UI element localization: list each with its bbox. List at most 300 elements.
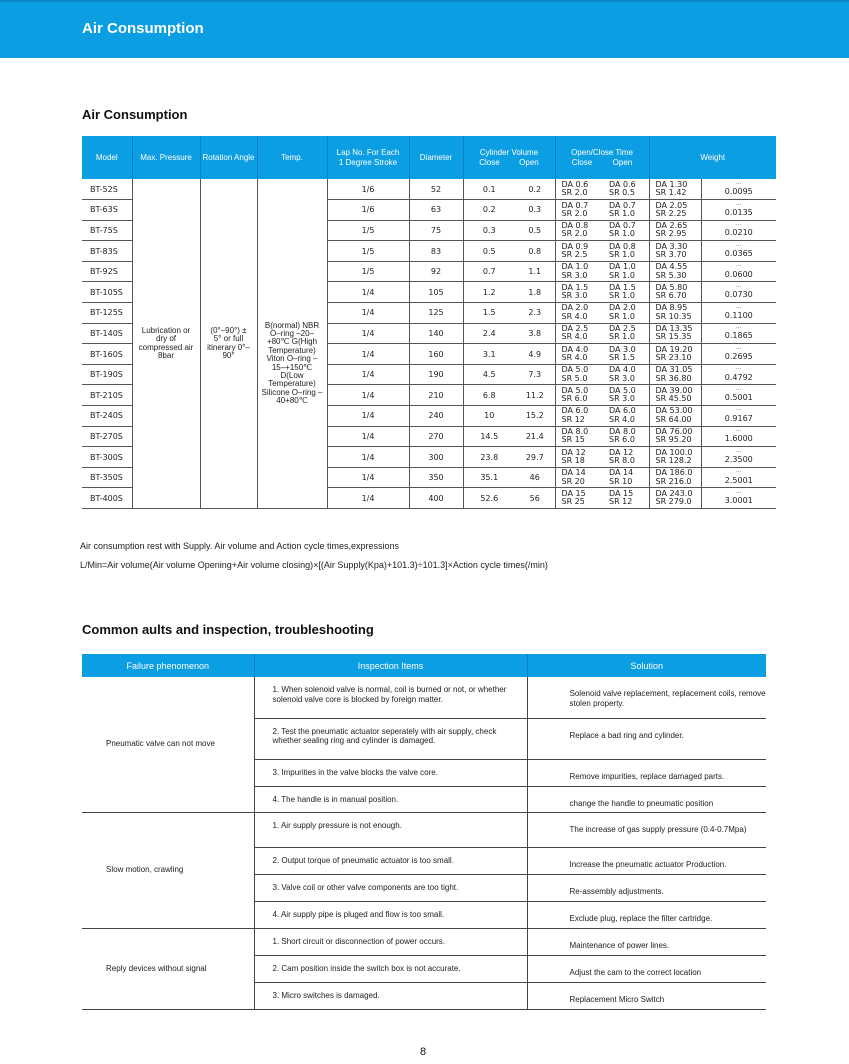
vol-close-cell: 0.1 <box>463 179 515 200</box>
troubleshooting-table <box>82 654 766 1010</box>
time-close-sr: SR 4.0 <box>561 311 588 321</box>
weight-dots: ··· <box>735 489 742 497</box>
time-open-da: DA 2.5 <box>609 324 636 334</box>
weight-da: DA 243.0 <box>655 488 693 498</box>
time-open-da: DA 1.0 <box>609 262 636 272</box>
lap-cell: 1/5 <box>327 261 409 282</box>
model-cell: BT-240S <box>82 406 132 427</box>
vol-close-cell: 14.5 <box>463 426 515 447</box>
lap-cell: 1/5 <box>327 220 409 241</box>
solution-cell: Replacement Micro Switch <box>527 982 766 1009</box>
weight-sr: SR 10.35 <box>655 311 692 321</box>
time-close-da: DA 12 <box>561 447 586 457</box>
time-close-sr: SR 4.0 <box>561 353 588 363</box>
inspection-item-cell: 3. Micro switches is damaged. <box>254 982 527 1009</box>
time-open-cell <box>603 282 649 303</box>
weight-da: DA 13.35 <box>655 324 693 334</box>
weight-da: DA 186.0 <box>655 468 693 478</box>
weight-cell <box>701 261 776 282</box>
weight-cell <box>701 488 776 509</box>
time-close-sr: SR 15 <box>561 435 585 445</box>
weight-sr: SR 279.0 <box>655 497 692 507</box>
table-row <box>82 928 766 955</box>
lap-cell: 1/4 <box>327 364 409 385</box>
weight-cell <box>701 200 776 221</box>
time-close-cell <box>555 303 603 324</box>
col-temp: Temp. <box>257 136 327 179</box>
lap-cell: 1/4 <box>327 467 409 488</box>
weight-da: DA 4.55 <box>655 262 688 272</box>
time-close-cell <box>555 200 603 221</box>
col-lap-line2: 1 Degree Stroke <box>338 157 398 167</box>
weight-da: DA 2.65 <box>655 221 688 231</box>
vol-close-cell: 23.8 <box>463 447 515 468</box>
weight-da-sr-cell <box>649 241 701 262</box>
time-close-da: DA 0.6 <box>561 179 589 189</box>
vol-close-cell: 10 <box>463 406 515 427</box>
diameter-cell: 105 <box>409 282 463 303</box>
time-open-sr: SR 4.0 <box>609 414 635 424</box>
solution-cell: change the handle to pneumatic position <box>527 786 766 812</box>
time-close-cell <box>555 261 603 282</box>
time-open-da: DA 14 <box>609 468 634 478</box>
time-open-sr: SR 1.0 <box>609 208 635 218</box>
weight-value: 0.0600 <box>724 269 753 279</box>
time-close-da: DA 8.0 <box>561 427 589 437</box>
weight-sr: SR 3.70 <box>655 250 687 260</box>
troubleshooting-heading: Common aults and inspection, troubleshooting <box>82 622 374 637</box>
time-open-sr: SR 1.0 <box>609 250 635 260</box>
time-open-da: DA 3.0 <box>609 344 636 354</box>
lap-cell: 1/4 <box>327 323 409 344</box>
inspection-item-cell: 1. Air supply pressure is not enough. <box>254 812 527 847</box>
time-close-cell <box>555 488 603 509</box>
col-open-close-time <box>555 136 649 179</box>
table-header-row <box>82 136 776 179</box>
weight-da-sr-cell <box>649 179 701 200</box>
vol-open-cell: 46 <box>515 467 555 488</box>
weight-sr: SR 128.2 <box>655 456 692 466</box>
weight-value: 0.1100 <box>724 310 753 320</box>
time-open-sr: SR 1.0 <box>609 229 635 239</box>
time-close-da: DA 5.0 <box>561 365 589 375</box>
weight-dots: ··· <box>735 263 742 271</box>
time-open-da: DA 0.8 <box>609 241 636 251</box>
weight-dots: ··· <box>735 469 742 477</box>
weight-dots: ··· <box>735 325 742 333</box>
time-close-sr: SR 20 <box>561 476 585 486</box>
vol-open-cell: 0.3 <box>515 200 555 221</box>
lap-cell: 1/4 <box>327 385 409 406</box>
table-row <box>82 179 776 200</box>
weight-dots: ··· <box>735 222 742 230</box>
time-open-cell <box>603 323 649 344</box>
diameter-cell: 210 <box>409 385 463 406</box>
col-cyl-close: Close <box>479 157 500 167</box>
model-cell: BT-350S <box>82 467 132 488</box>
solution-cell: Remove impurities, replace damaged parts. <box>527 759 766 786</box>
model-cell: BT-105S <box>82 282 132 303</box>
weight-da: DA 39.00 <box>655 385 693 395</box>
model-cell: BT-400S <box>82 488 132 509</box>
col-lap <box>327 136 409 179</box>
time-open-da: DA 15 <box>609 488 634 498</box>
header-banner <box>0 0 849 58</box>
diameter-cell: 63 <box>409 200 463 221</box>
time-open-da: DA 4.0 <box>609 365 636 375</box>
banner-title: Air Consumption <box>82 20 204 37</box>
weight-value: 0.5001 <box>724 393 753 403</box>
weight-dots: ··· <box>735 283 742 291</box>
time-close-cell <box>555 467 603 488</box>
weight-da: DA 76.00 <box>655 427 693 437</box>
weight-da-sr-cell <box>649 488 701 509</box>
diameter-cell: 350 <box>409 467 463 488</box>
weight-dots: ··· <box>735 242 742 250</box>
vol-close-cell: 0.3 <box>463 220 515 241</box>
vol-open-cell: 3.8 <box>515 323 555 344</box>
weight-da-sr-cell <box>649 303 701 324</box>
col-time-open: Open <box>612 157 633 167</box>
weight-da-sr-cell <box>649 344 701 365</box>
weight-value: 1.6000 <box>724 434 753 444</box>
time-open-da: DA 0.7 <box>609 200 636 210</box>
time-close-sr: SR 12 <box>561 414 585 424</box>
weight-da: DA 5.80 <box>655 282 688 292</box>
time-close-cell <box>555 282 603 303</box>
time-open-cell <box>603 241 649 262</box>
time-open-cell <box>603 303 649 324</box>
col-cylinder-volume-label: Cylinder Volume <box>479 148 539 158</box>
model-cell: BT-63S <box>82 200 132 221</box>
inspection-item-cell: 3. Impurities in the valve blocks the valve core. <box>254 759 527 786</box>
weight-dots: ··· <box>735 366 742 374</box>
weight-sr: SR 1.42 <box>655 188 687 198</box>
solution-cell: Solenoid valve replacement, replacement coils, remove stolen property. <box>527 677 766 718</box>
inspection-item-cell: 2. Output torque of pneumatic actuator is too small. <box>254 847 527 874</box>
model-cell: BT-270S <box>82 426 132 447</box>
model-cell: BT-83S <box>82 241 132 262</box>
lap-cell: 1/4 <box>327 303 409 324</box>
lap-cell: 1/4 <box>327 488 409 509</box>
time-close-cell <box>555 220 603 241</box>
lap-cell: 1/5 <box>327 241 409 262</box>
model-cell: BT-92S <box>82 261 132 282</box>
col-rotation-angle: Rotation Angle <box>200 136 257 179</box>
weight-value: 0.2695 <box>724 352 753 361</box>
weight-value: 3.0001 <box>724 496 753 506</box>
vol-open-cell: 1.8 <box>515 282 555 303</box>
time-open-cell <box>603 406 649 427</box>
model-cell: BT-75S <box>82 220 132 241</box>
diameter-cell: 270 <box>409 426 463 447</box>
weight-da-sr-cell <box>649 385 701 406</box>
solution-cell: The increase of gas supply pressure (0.4-0.7Mpa) <box>527 812 766 847</box>
vol-open-cell: 1.1 <box>515 261 555 282</box>
time-close-da: DA 0.8 <box>561 221 589 231</box>
vol-open-cell: 56 <box>515 488 555 509</box>
table-row <box>82 677 766 718</box>
time-open-da: DA 0.6 <box>609 179 636 189</box>
diameter-cell: 83 <box>409 241 463 262</box>
inspection-item-cell: 2. Cam position inside the switch box is not accurate. <box>254 955 527 982</box>
weight-cell <box>701 426 776 447</box>
weight-sr: SR 5.30 <box>655 270 687 280</box>
lap-cell: 1/6 <box>327 179 409 200</box>
diameter-cell: 75 <box>409 220 463 241</box>
weight-da-sr-cell <box>649 447 701 468</box>
weight-cell <box>701 179 776 200</box>
time-open-sr: SR 3.0 <box>609 373 635 383</box>
lap-cell: 1/4 <box>327 447 409 468</box>
weight-da: DA 19.20 <box>655 344 693 354</box>
col-lap-line1: Lap No. For Each <box>336 148 400 158</box>
inspection-item-cell: 1. Short circuit or disconnection of power occurs. <box>254 928 527 955</box>
weight-da: DA 2.05 <box>655 200 688 210</box>
weight-dots: ··· <box>735 448 742 456</box>
weight-value: 0.1865 <box>724 331 753 341</box>
diameter-cell: 140 <box>409 323 463 344</box>
weight-value: 0.0730 <box>724 290 753 300</box>
time-open-cell <box>603 220 649 241</box>
time-open-da: DA 0.7 <box>609 221 636 231</box>
vol-open-cell: 7.3 <box>515 364 555 385</box>
model-cell: BT-125S <box>82 303 132 324</box>
vol-open-cell: 2.3 <box>515 303 555 324</box>
time-close-cell <box>555 385 603 406</box>
air-consumption-heading: Air Consumption <box>82 107 188 122</box>
weight-sr: SR 2.25 <box>655 208 687 218</box>
time-close-cell <box>555 426 603 447</box>
weight-value: 0.0135 <box>724 207 753 217</box>
weight-value: 0.0365 <box>724 249 753 259</box>
weight-cell <box>701 447 776 468</box>
vol-open-cell: 11.2 <box>515 385 555 406</box>
weight-da-sr-cell <box>649 200 701 221</box>
weight-da: DA 100.0 <box>655 447 693 457</box>
weight-cell <box>701 344 776 365</box>
time-close-da: DA 2.5 <box>561 324 589 334</box>
col-weight: Weight <box>649 136 776 179</box>
time-close-sr: SR 3.0 <box>561 270 588 280</box>
time-open-da: DA 1.5 <box>609 282 636 292</box>
time-open-sr: SR 1.0 <box>609 311 635 321</box>
vol-close-cell: 3.1 <box>463 344 515 365</box>
weight-cell <box>701 282 776 303</box>
failure-phenomenon-cell: Slow motion, crawling <box>82 812 254 928</box>
weight-da: DA 1.30 <box>655 179 688 189</box>
weight-da: DA 8.95 <box>655 303 688 313</box>
solution-cell: Increase the pneumatic actuator Production. <box>527 847 766 874</box>
time-open-sr: SR 1.0 <box>609 332 635 342</box>
weight-cell <box>701 364 776 385</box>
col-cyl-open: Open <box>519 157 539 167</box>
model-cell: BT-160S <box>82 344 132 365</box>
vol-open-cell: 29.7 <box>515 447 555 468</box>
time-close-sr: SR 6.0 <box>561 394 588 404</box>
time-open-sr: SR 1.0 <box>609 291 635 301</box>
weight-value: 2.3500 <box>724 454 753 464</box>
weight-cell <box>701 220 776 241</box>
weight-da-sr-cell <box>649 467 701 488</box>
time-open-cell <box>603 488 649 509</box>
diameter-cell: 52 <box>409 179 463 200</box>
vol-close-cell: 52.6 <box>463 488 515 509</box>
weight-dots: ··· <box>735 345 742 353</box>
time-open-cell <box>603 385 649 406</box>
weight-dots: ··· <box>735 407 742 415</box>
time-close-da: DA 6.0 <box>561 406 589 416</box>
weight-sr: SR 23.10 <box>655 353 692 363</box>
vol-close-cell: 35.1 <box>463 467 515 488</box>
model-cell: BT-140S <box>82 323 132 344</box>
vol-close-cell: 1.5 <box>463 303 515 324</box>
vol-open-cell: 0.5 <box>515 220 555 241</box>
model-cell: BT-190S <box>82 364 132 385</box>
col-cylinder-volume <box>463 136 555 179</box>
time-open-sr: SR 0.5 <box>609 188 635 198</box>
col-solution: Solution <box>527 654 766 677</box>
weight-value: 0.4792 <box>724 372 753 382</box>
time-open-da: DA 12 <box>609 447 634 457</box>
weight-cell <box>701 323 776 344</box>
time-close-da: DA 1.0 <box>561 262 589 272</box>
solution-cell: Replace a bad ring and cylinder. <box>527 718 766 759</box>
time-close-da: DA 5.0 <box>561 385 589 395</box>
col-time-label: Open/Close Time <box>571 148 633 158</box>
weight-da: DA 31.05 <box>655 365 693 375</box>
time-close-cell <box>555 179 603 200</box>
time-close-da: DA 0.7 <box>561 200 589 210</box>
col-max-pressure: Max. Pressure <box>132 136 200 179</box>
air-consumption-table <box>82 136 776 509</box>
weight-da-sr-cell <box>649 282 701 303</box>
time-close-sr: SR 5.0 <box>561 373 588 383</box>
col-inspection-items: Inspection Items <box>254 654 527 677</box>
note-formula: L/Min=Air volume(Air volume Opening+Air volume closing)×[(Air Supply(Kpa)+101.3)÷101.3]×Action cycle times(/min) <box>80 560 548 570</box>
diameter-cell: 400 <box>409 488 463 509</box>
vol-close-cell: 4.5 <box>463 364 515 385</box>
weight-value: 0.0210 <box>724 228 753 238</box>
time-close-cell <box>555 447 603 468</box>
weight-dots: ··· <box>735 304 742 312</box>
rotation-angle-cell: (0°–90°) ± 5° or full itinerary 0°–90° <box>200 179 257 509</box>
time-open-da: DA 5.0 <box>609 385 636 395</box>
weight-sr: SR 36.80 <box>655 373 692 383</box>
time-open-cell <box>603 426 649 447</box>
weight-cell <box>701 241 776 262</box>
time-open-sr: SR 1.5 <box>609 353 635 363</box>
vol-open-cell: 0.2 <box>515 179 555 200</box>
lap-cell: 1/6 <box>327 200 409 221</box>
weight-da-sr-cell <box>649 406 701 427</box>
weight-value: 0.9167 <box>724 413 753 423</box>
time-open-sr: SR 3.0 <box>609 394 635 404</box>
time-open-sr: SR 12 <box>609 497 633 507</box>
time-close-cell <box>555 323 603 344</box>
time-close-sr: SR 2.5 <box>561 250 588 260</box>
time-open-cell <box>603 447 649 468</box>
max-pressure-cell: Lubrication or dry of compressed air 8bar <box>132 179 200 509</box>
weight-sr: SR 6.70 <box>655 291 687 301</box>
model-cell: BT-52S <box>82 179 132 200</box>
lap-cell: 1/4 <box>327 344 409 365</box>
weight-da-sr-cell <box>649 261 701 282</box>
weight-da: DA 53.00 <box>655 406 693 416</box>
time-open-sr: SR 10 <box>609 476 633 486</box>
diameter-cell: 125 <box>409 303 463 324</box>
time-open-cell <box>603 179 649 200</box>
note-line-1: Air consumption rest with Supply. Air volume and Action cycle times,expressions <box>80 541 399 551</box>
diameter-cell: 240 <box>409 406 463 427</box>
weight-sr: SR 2.95 <box>655 229 687 239</box>
time-open-cell <box>603 200 649 221</box>
time-close-cell <box>555 406 603 427</box>
solution-cell: Re-assembly adjustments. <box>527 874 766 901</box>
inspection-item-cell: 3. Valve coil or other valve components are too tight. <box>254 874 527 901</box>
inspection-item-cell: 4. Air supply pipe is pluged and flow is too small. <box>254 901 527 928</box>
ts-header-row <box>82 654 766 677</box>
vol-close-cell: 0.2 <box>463 200 515 221</box>
lap-cell: 1/4 <box>327 406 409 427</box>
time-open-sr: SR 1.0 <box>609 270 635 280</box>
time-close-sr: SR 3.0 <box>561 291 588 301</box>
diameter-cell: 160 <box>409 344 463 365</box>
vol-open-cell: 21.4 <box>515 426 555 447</box>
weight-dots: ··· <box>735 201 742 209</box>
weight-da: DA 3.30 <box>655 241 688 251</box>
solution-cell: Adjust the cam to the correct location <box>527 955 766 982</box>
col-time-close: Close <box>571 157 593 167</box>
solution-cell: Exclude plug, replace the filter cartridge. <box>527 901 766 928</box>
time-open-sr: SR 8.0 <box>609 456 635 466</box>
col-failure-phenomenon: Failure phenomenon <box>82 654 254 677</box>
time-close-da: DA 4.0 <box>561 344 589 354</box>
time-open-cell <box>603 364 649 385</box>
time-close-cell <box>555 364 603 385</box>
weight-dots: ··· <box>735 386 742 394</box>
time-open-cell <box>603 261 649 282</box>
page-number: 8 <box>420 1046 427 1058</box>
weight-value: 0.0095 <box>724 187 753 196</box>
time-close-sr: SR 4.0 <box>561 332 588 342</box>
weight-cell <box>701 385 776 406</box>
inspection-item-cell: 1. When solenoid valve is normal, coil is burned or not, or whether solenoid valve core is blocked by foreign matter. <box>254 677 527 718</box>
diameter-cell: 300 <box>409 447 463 468</box>
vol-close-cell: 6.8 <box>463 385 515 406</box>
time-close-da: DA 0.9 <box>561 241 589 251</box>
weight-sr: SR 216.0 <box>655 476 692 486</box>
model-cell: BT-210S <box>82 385 132 406</box>
solution-cell: Maintenance of power lines. <box>527 928 766 955</box>
weight-sr: SR 64.00 <box>655 414 692 424</box>
weight-dots: ··· <box>735 180 742 188</box>
time-close-cell <box>555 344 603 365</box>
weight-cell <box>701 303 776 324</box>
failure-phenomenon-cell: Reply devices without signal <box>82 928 254 1009</box>
weight-da-sr-cell <box>649 323 701 344</box>
weight-da-sr-cell <box>649 426 701 447</box>
weight-dots: ··· <box>735 428 742 436</box>
time-close-da: DA 1.5 <box>561 282 589 292</box>
time-open-sr: SR 6.0 <box>609 435 635 445</box>
time-close-da: DA 15 <box>561 488 586 498</box>
temp-cell: B(normal) NBR O–ring –20–+80℃ G(High Temperature) Viton O–ring –15–+150℃ D(Low Temperature) Silicone O–ring –40+80℃ <box>257 179 327 509</box>
failure-phenomenon-cell: Pneumatic valve can not move <box>82 677 254 812</box>
time-close-sr: SR 2.0 <box>561 229 588 239</box>
weight-da-sr-cell <box>649 364 701 385</box>
inspection-item-cell: 4. The handle is in manual position. <box>254 786 527 812</box>
